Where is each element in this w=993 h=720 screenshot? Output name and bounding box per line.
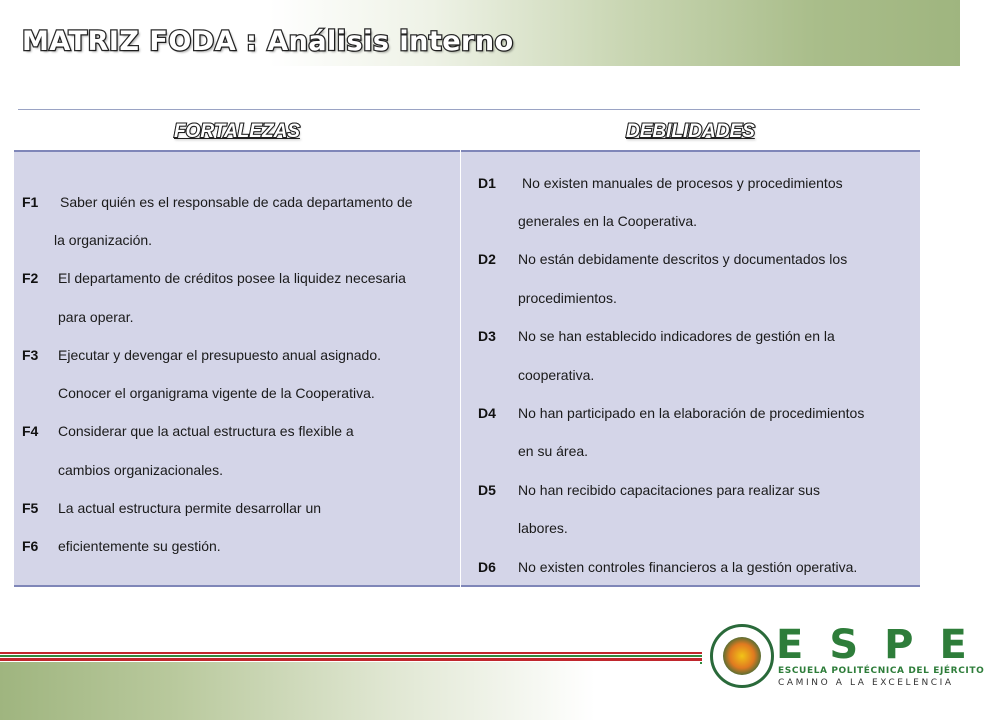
debilidad-text: No están debidamente descritos y documentados los: [518, 251, 848, 267]
footer-stripe-green: [0, 655, 702, 657]
debilidad-text: No existen manuales de procesos y procedimientos: [522, 175, 843, 191]
foda-table-body: [14, 150, 920, 587]
espe-institution-name: ESCUELA POLITÉCNICA DEL EJÉRCITO: [778, 666, 985, 676]
fortaleza-text-cont: la organización.: [54, 232, 153, 248]
espe-tagline: CAMINO A LA EXCELENCIA: [778, 678, 954, 688]
title-divider: [18, 109, 920, 110]
fortaleza-text: Saber quién es el responsable de cada departamento de: [60, 194, 413, 210]
footer-stripe-red: [0, 658, 702, 661]
espe-logo: [706, 622, 993, 692]
fortaleza-code: F1: [22, 194, 39, 210]
espe-wordmark: ESPE: [776, 622, 993, 668]
debilidad-text: No existen controles financieros a la gestión operativa.: [518, 559, 858, 575]
fortaleza-code: F6: [22, 538, 39, 554]
espe-seal-icon: [710, 624, 774, 688]
debilidad-code: D6: [478, 559, 496, 575]
fortaleza-text: eficientemente su gestión.: [58, 538, 221, 554]
debilidad-text-cont: generales en la Cooperativa.: [518, 213, 698, 229]
seal-emblem: [723, 637, 761, 675]
fortaleza-text: Considerar que la actual estructura es flexible a: [58, 423, 354, 439]
column-divider: [460, 150, 461, 587]
fortaleza-text: Ejecutar y devengar el presupuesto anual asignado.: [58, 347, 381, 363]
header-debilidades: DEBILIDADES: [626, 121, 755, 142]
fortaleza-text-cont: Conocer el organigrama vigente de la Cooperativa.: [58, 385, 375, 401]
debilidad-code: D2: [478, 251, 496, 267]
fortaleza-code: F5: [22, 500, 39, 516]
footer-gradient: [0, 662, 700, 720]
debilidad-text: No han recibido capacitaciones para realizar sus: [518, 482, 820, 498]
debilidad-text-cont: cooperativa.: [518, 367, 595, 383]
debilidad-code: D4: [478, 405, 496, 421]
fortaleza-text-cont: cambios organizacionales.: [58, 462, 223, 478]
debilidad-text-cont: procedimientos.: [518, 290, 617, 306]
fortaleza-text: La actual estructura permite desarrollar un: [58, 500, 322, 516]
debilidad-text: No han participado en la elaboración de procedimientos: [518, 405, 865, 421]
debilidad-text: No se han establecido indicadores de gestión en la: [518, 328, 835, 344]
debilidad-text-cont: en su área.: [518, 443, 589, 459]
table-bottom-border: [14, 585, 920, 587]
debilidad-code: D1: [478, 175, 496, 191]
fortaleza-code: F4: [22, 423, 39, 439]
slide-title: MATRIZ FODA : Análisis interno: [22, 26, 514, 57]
fortaleza-text: El departamento de créditos posee la liquidez necesaria: [58, 270, 406, 286]
fortaleza-text-cont: para operar.: [58, 309, 134, 325]
footer-stripe-red: [0, 652, 702, 654]
fortaleza-code: F3: [22, 347, 39, 363]
header-fortalezas: FORTALEZAS: [174, 121, 300, 142]
debilidad-code: D5: [478, 482, 496, 498]
debilidad-text-cont: labores.: [518, 520, 568, 536]
debilidad-code: D3: [478, 328, 496, 344]
fortaleza-code: F2: [22, 270, 39, 286]
table-header-row: [14, 111, 920, 149]
